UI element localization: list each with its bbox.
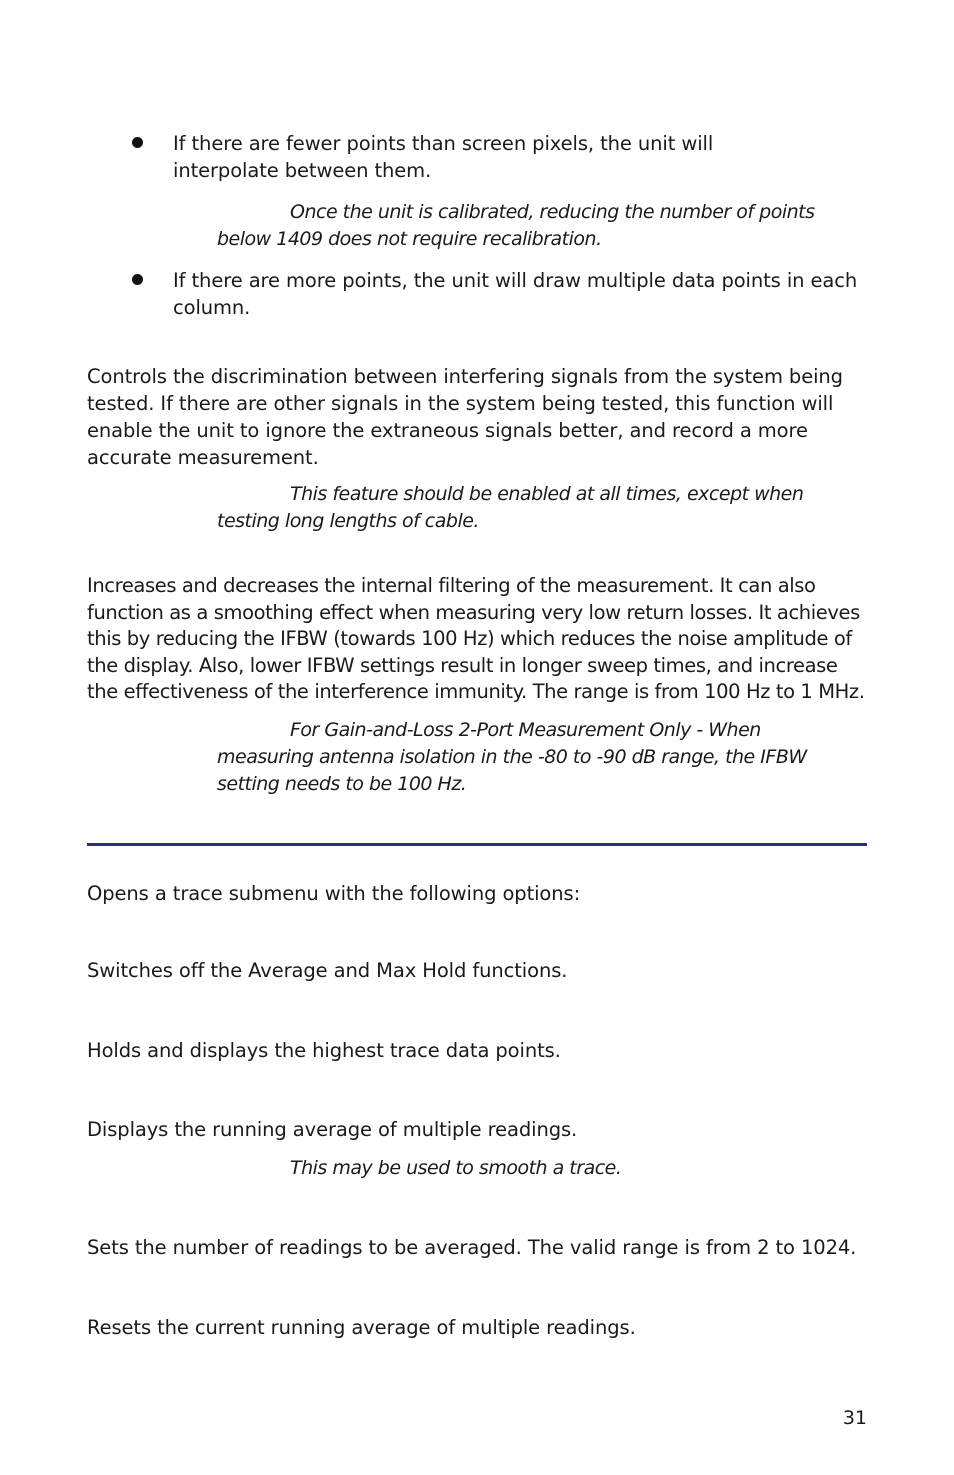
- paragraph-max-hold: Holds and displays the highest trace data points.: [87, 1039, 561, 1062]
- page-number: 31: [842, 1407, 867, 1429]
- note: For Gain-and-Loss 2-Port Measurement Only - When measuring antenna isolation in the -80 to -90 dB range, the IFBW setting needs to be 100 Hz.: [217, 719, 807, 795]
- bullet-item: If there are fewer points than screen pixels, the unit will interpolate between them.: [173, 132, 714, 182]
- paragraph-off: Switches off the Average and Max Hold functions.: [87, 959, 568, 982]
- bullet-item: If there are more points, the unit will draw multiple data points in each column.: [173, 269, 858, 319]
- paragraph-trace: Opens a trace submenu with the following options:: [87, 882, 581, 905]
- paragraph-avg-count: Sets the number of readings to be averaged. The valid range is from 2 to 1024.: [87, 1236, 857, 1259]
- section-divider: [87, 843, 867, 846]
- bullet-dot: [132, 274, 143, 285]
- paragraph-reset: Resets the current running average of multiple readings.: [87, 1316, 636, 1339]
- note: This feature should be enabled at all times, except when testing long lengths of cable.: [217, 483, 804, 532]
- note: This may be used to smooth a trace.: [290, 1157, 622, 1179]
- paragraph-ifbw: Increases and decreases the internal filtering of the measurement. It can also function as a smoothing effect when measuring very low return losses. It achieves this by reducing the IFBW (towards 100 Hz) which reduces the noise amplitude of the display. Also, lower IFBW settings result in longer sweep times, and increase the effectiveness of the interference immunity. The range is from 100 Hz to 1 MHz.: [87, 574, 865, 703]
- paragraph-interference: Controls the discrimination between interfering signals from the system being tested. If there are other signals in the system being tested, this function will enable the unit to ignore the extraneous signals better, and record a more accurate measurement.: [87, 365, 843, 469]
- paragraph-average: Displays the running average of multiple readings.: [87, 1118, 578, 1141]
- bullet-dot: [132, 137, 143, 148]
- note: Once the unit is calibrated, reducing the number of points below 1409 does not require recalibration.: [217, 201, 815, 250]
